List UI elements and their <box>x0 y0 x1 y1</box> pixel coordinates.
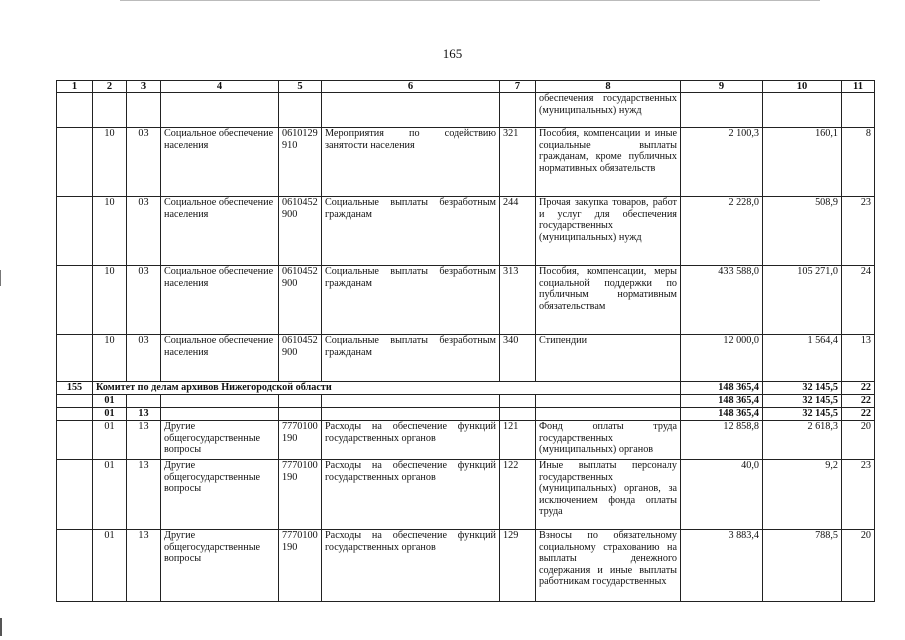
subdivision: 13 <box>127 460 161 530</box>
column-header: 7 <box>500 81 536 93</box>
actual-value: 788,5 <box>763 530 842 602</box>
percent: 20 <box>842 421 875 460</box>
division-name: Социальное обеспечение населения <box>161 266 279 335</box>
percent: 22 <box>842 395 875 408</box>
division: 10 <box>93 335 127 382</box>
actual-value: 2 618,3 <box>763 421 842 460</box>
actual-value: 105 271,0 <box>763 266 842 335</box>
table-body <box>57 93 875 602</box>
division-name: Другие общегосударственные вопросы <box>161 460 279 530</box>
table-row <box>57 530 875 602</box>
section-id <box>57 395 93 408</box>
subdivision: 13 <box>127 421 161 460</box>
target-code: 0610452900 <box>279 197 322 266</box>
subdivision <box>127 395 161 408</box>
plan-value: 148 365,4 <box>681 408 763 421</box>
plan-value: 148 365,4 <box>681 395 763 408</box>
table-row <box>57 382 875 395</box>
target-code <box>279 395 322 408</box>
division: 01 <box>93 408 127 421</box>
scan-top-edge <box>120 0 820 2</box>
expense-type: 244 <box>500 197 536 266</box>
table-row <box>57 266 875 335</box>
scan-margin-mark <box>0 270 5 286</box>
target-code: 7770100190 <box>279 460 322 530</box>
plan-value: 12 000,0 <box>681 335 763 382</box>
section-id <box>57 335 93 382</box>
expense-type-name: Прочая закупка товаров, работ и услуг для обеспечения государственных (муниципальных) нужд <box>536 197 681 266</box>
target-code: 0610452900 <box>279 335 322 382</box>
expense-type-name: Фонд оплаты труда государственных (муниципальных) органов <box>536 421 681 460</box>
expense-type-name <box>536 408 681 421</box>
plan-value: 433 588,0 <box>681 266 763 335</box>
division-name: Социальное обеспечение населения <box>161 128 279 197</box>
target-code <box>279 408 322 421</box>
plan-value: 12 858,8 <box>681 421 763 460</box>
expense-type-name: Пособия, компенсации и иные социальные выплаты гражданам, кроме публичных нормативных обязательств <box>536 128 681 197</box>
division: 10 <box>93 128 127 197</box>
table-row <box>57 197 875 266</box>
column-header: 8 <box>536 81 681 93</box>
division: 01 <box>93 460 127 530</box>
percent: 22 <box>842 408 875 421</box>
expense-type: 121 <box>500 421 536 460</box>
percent: 23 <box>842 460 875 530</box>
target-name <box>322 93 500 128</box>
division-name: Социальное обеспечение населения <box>161 197 279 266</box>
division-name <box>161 395 279 408</box>
expense-type-name: Взносы по обязательному социальному страхованию на выплаты денежного содержания и иные выплаты работникам государственных <box>536 530 681 602</box>
column-header: 6 <box>322 81 500 93</box>
actual-value: 1 564,4 <box>763 335 842 382</box>
expense-type-name: Иные выплаты персоналу государственных (муниципальных) органов, за исключением фонда оплаты труда <box>536 460 681 530</box>
division: 01 <box>93 421 127 460</box>
scan-margin-mark <box>0 618 6 636</box>
page-number: 165 <box>442 46 463 61</box>
target-code: 7770100190 <box>279 530 322 602</box>
actual-value: 32 145,5 <box>763 382 842 395</box>
expense-type-name: обеспечения государственных (муниципальных) нужд <box>536 93 681 128</box>
section-id <box>57 197 93 266</box>
target-name: Мероприятия по содействию занятости населения <box>322 128 500 197</box>
subdivision: 03 <box>127 266 161 335</box>
plan-value: 2 100,3 <box>681 128 763 197</box>
division-name <box>161 408 279 421</box>
section-id <box>57 421 93 460</box>
section-id <box>57 530 93 602</box>
target-name: Социальные выплаты безработным гражданам <box>322 197 500 266</box>
percent: 23 <box>842 197 875 266</box>
actual-value: 160,1 <box>763 128 842 197</box>
target-name: Социальные выплаты безработным гражданам <box>322 266 500 335</box>
table-row <box>57 93 875 128</box>
expense-type-name: Пособия, компенсации, меры социальной поддержки по публичным нормативным обязательствам <box>536 266 681 335</box>
percent: 8 <box>842 128 875 197</box>
plan-value: 40,0 <box>681 460 763 530</box>
target-code <box>279 93 322 128</box>
plan-value: 2 228,0 <box>681 197 763 266</box>
column-header: 1 <box>57 81 93 93</box>
actual-value: 508,9 <box>763 197 842 266</box>
column-header: 10 <box>763 81 842 93</box>
actual-value <box>763 93 842 128</box>
column-header: 5 <box>279 81 322 93</box>
subdivision <box>127 93 161 128</box>
section-id: 155 <box>57 382 93 395</box>
table-row <box>57 128 875 197</box>
section-id <box>57 266 93 335</box>
table-row <box>57 460 875 530</box>
section-id <box>57 460 93 530</box>
column-header: 2 <box>93 81 127 93</box>
target-code: 0610129910 <box>279 128 322 197</box>
actual-value: 32 145,5 <box>763 408 842 421</box>
table-row <box>57 395 875 408</box>
expense-type: 122 <box>500 460 536 530</box>
division-name: Другие общегосударственные вопросы <box>161 421 279 460</box>
subdivision: 13 <box>127 408 161 421</box>
target-name: Расходы на обеспечение функций государственных органов <box>322 421 500 460</box>
expense-type: 129 <box>500 530 536 602</box>
section-id <box>57 128 93 197</box>
expense-type <box>500 408 536 421</box>
percent <box>842 93 875 128</box>
subdivision: 13 <box>127 530 161 602</box>
target-code: 0610452900 <box>279 266 322 335</box>
subdivision: 03 <box>127 128 161 197</box>
target-name: Расходы на обеспечение функций государственных органов <box>322 530 500 602</box>
section-id <box>57 93 93 128</box>
division: 10 <box>93 197 127 266</box>
expense-type <box>500 395 536 408</box>
expense-type-name <box>536 395 681 408</box>
percent: 13 <box>842 335 875 382</box>
table-header-row <box>57 81 875 93</box>
column-header: 4 <box>161 81 279 93</box>
division: 01 <box>93 530 127 602</box>
table-row <box>57 421 875 460</box>
actual-value: 9,2 <box>763 460 842 530</box>
table-row <box>57 408 875 421</box>
plan-value <box>681 93 763 128</box>
division: 01 <box>93 395 127 408</box>
division-name: Другие общегосударственные вопросы <box>161 530 279 602</box>
table-row <box>57 335 875 382</box>
division: 10 <box>93 266 127 335</box>
target-name <box>322 395 500 408</box>
expense-type: 313 <box>500 266 536 335</box>
percent: 22 <box>842 382 875 395</box>
percent: 20 <box>842 530 875 602</box>
percent: 24 <box>842 266 875 335</box>
expense-type: 321 <box>500 128 536 197</box>
target-name: Расходы на обеспечение функций государственных органов <box>322 460 500 530</box>
column-header: 3 <box>127 81 161 93</box>
section-title: Комитет по делам архивов Нижегородской области <box>93 382 681 395</box>
section-id <box>57 408 93 421</box>
subdivision: 03 <box>127 335 161 382</box>
target-name <box>322 408 500 421</box>
division-name: Социальное обеспечение населения <box>161 335 279 382</box>
subdivision: 03 <box>127 197 161 266</box>
division <box>93 93 127 128</box>
budget-table <box>56 80 875 602</box>
target-name: Социальные выплаты безработным гражданам <box>322 335 500 382</box>
target-code: 7770100190 <box>279 421 322 460</box>
expense-type-name: Стипендии <box>536 335 681 382</box>
actual-value: 32 145,5 <box>763 395 842 408</box>
expense-type <box>500 93 536 128</box>
expense-type: 340 <box>500 335 536 382</box>
plan-value: 148 365,4 <box>681 382 763 395</box>
column-header: 11 <box>842 81 875 93</box>
division-name <box>161 93 279 128</box>
column-header: 9 <box>681 81 763 93</box>
plan-value: 3 883,4 <box>681 530 763 602</box>
